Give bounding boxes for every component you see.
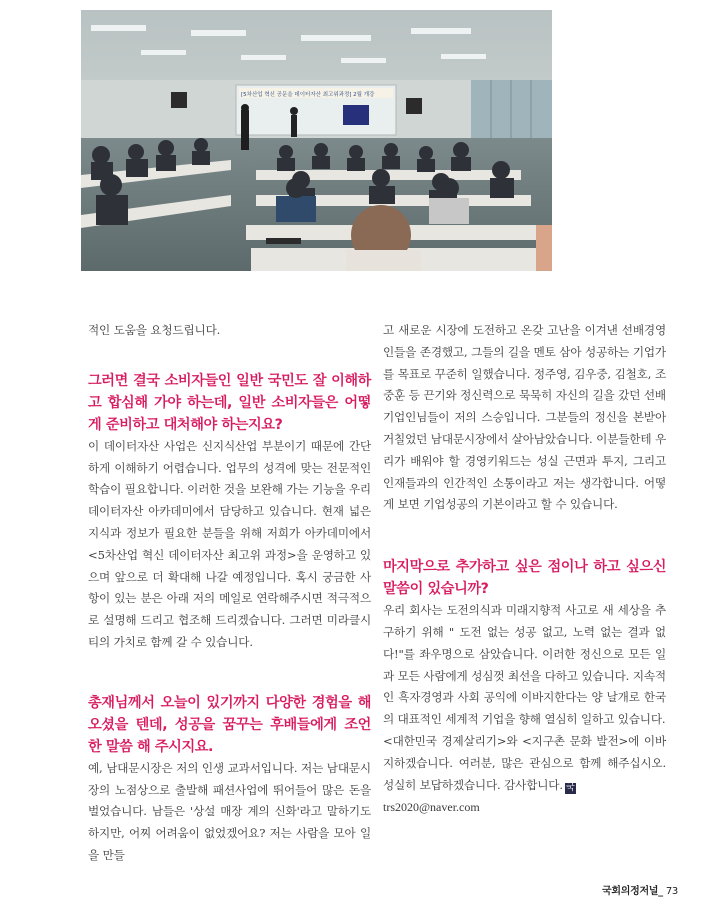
seminar-photo: [81, 10, 552, 271]
banner-text: [5차산업 혁신 공문을 데이터자산 최고위과정] 2월 개강: [241, 92, 375, 98]
question-3: 마지막으로 추가하고 싶은 점이나 하고 싶으신 말씀이 있습니까?: [383, 559, 666, 598]
answer-1: 이 데이터자산 사업은 신지식산업 부분이기 때문에 간단하게 이해하기 어렵습니다. 업무의 성격에 맞는 전문적인 학습이 필요합니다. 이러한 것을 보완해 가는 기능을 우리 데이터자산 아카데미에서 담당하고 있습니다. 현재 넓은 지식과 정보가 필요한 분들을 위해 저희가 아카데미에서 <5차산업 혁신 데이터자산 최고위 과정>을 운영하고 있으며 앞으로 더 확대해 나갈 예정입니다. 혹시 궁금한 사항이 있는 분은 아래 저의 메일로 연락해주시면 적극적으로 설명해 드리고 협조해 드리겠습니다. 그러면 미라클시티의 가치로 함께 갈 수 있습니다.: [88, 438, 371, 649]
left-column: [88, 320, 371, 867]
answer-2: 예, 남대문시장은 저의 인생 교과서입니다. 저는 남대문시장의 노점상으로 출발해 패션사업에 뛰어들어 많은 돈을 벌었습니다. 남들은 '상설 매장 계의 신화'라고 말하기도 하지만, 어찌 어려움이 없었겠어요? 저는 사람을 모아 일을 만들: [88, 760, 371, 862]
answer-3-closing: [383, 731, 666, 796]
right-column: [383, 320, 666, 818]
page-number: 73: [665, 886, 678, 897]
question-1: 그러면 결국 소비자들인 일반 국민도 잘 이해하고 합심해 가야 하는데, 일반 소비자들은 어떻게 준비하고 대처해야 하는지요?: [88, 372, 371, 433]
magazine-name: 국회의정저널_: [602, 886, 663, 897]
answer-2-continued: 고 새로운 시장에 도전하고 온갖 고난을 이겨낸 선배경영인들을 존경했고, 그들의 길을 멘토 삼아 성공하는 기업가를 목표로 꾸준히 일했습니다. 정주영, 김우중, 김철호, 조중훈 등 끈기와 정신력으로 묵묵히 자신의 길을 갔던 선배기업인님들이 저의 스승입니다. 그분들의 정신을 본받아 거칠었던 남대문시장에서 살아남았습니다. 이분들한테 우리가 배워야 할 경영키워드는 성실 근면과 투지, 그리고 인재들과의 인간적인 소통이라고 저는 생각합니다. 어떻게 보면 기업성공의 기본이라고 할 수 있습니다.: [383, 323, 666, 512]
intro-text: 적인 도움을 요청드립니다.: [88, 323, 221, 337]
end-mark-icon: 국: [566, 782, 575, 793]
answer-3: 우리 회사는 도전의식과 미래지향적 사고로 새 세상을 추구하기 위해 " 도전 없는 성공 없고, 노력 없는 결과 없다!"를 좌우명으로 삼았습니다. 이러한 정신으로 모든 일과 모든 사람에게 성심껏 최선을 다하고 있습니다. 지속적인 흑자경영과 사회 공익에 이바지한다는 양 날개로 한국의 대표적인 세계적 기업을 향해 열심히 일하고 있습니다.: [383, 603, 666, 727]
page-footer: [602, 882, 678, 897]
contact-email[interactable]: trs2020@naver.com: [383, 800, 480, 815]
answer-3-closing-text: <대한민국 경제살리기>와 <지구촌 문화 발전>에 이바지하겠습니다. 여러분, 많은 관심으로 함께 해주십시오. 성실히 보답하겠습니다. 감사합니다.: [383, 733, 666, 792]
question-2: 총재님께서 오늘이 있기까지 다양한 경험을 해 오셨을 텐데, 성공을 꿈꾸는 후배들에게 조언 한 말씀 해 주시지요.: [88, 694, 371, 755]
